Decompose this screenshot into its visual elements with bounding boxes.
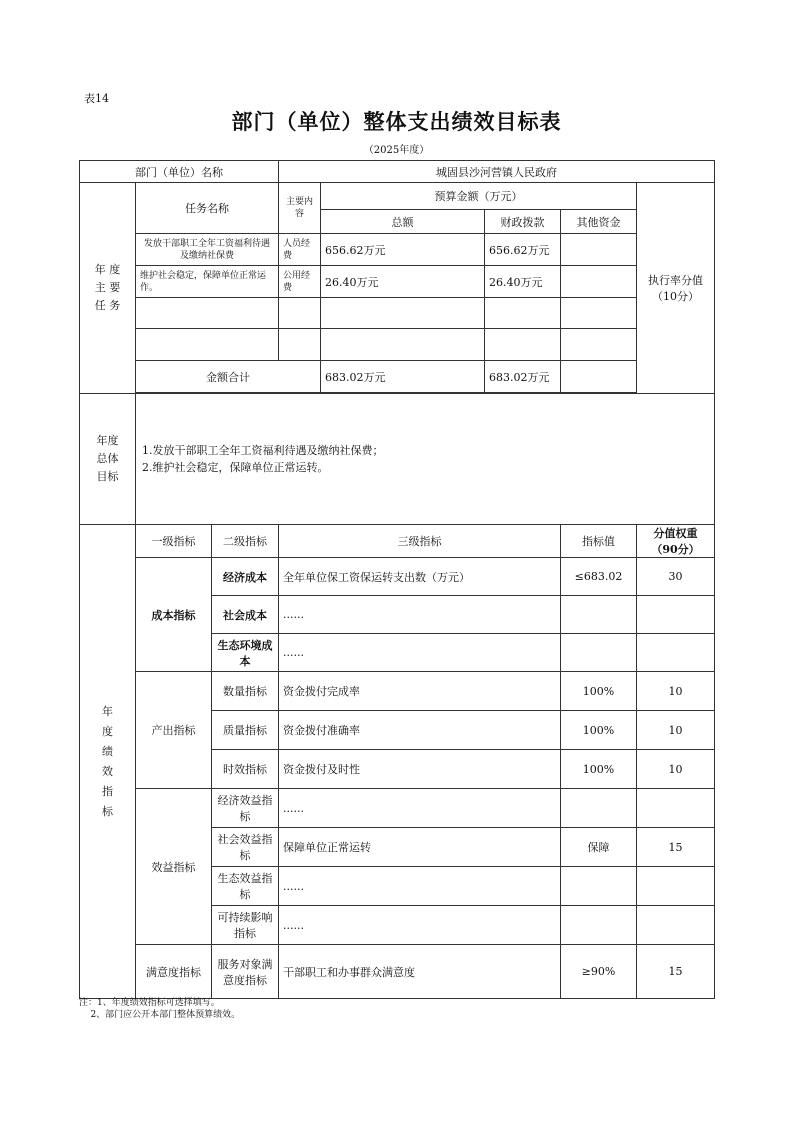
task-total: 656.62万元 — [321, 234, 485, 266]
page-title: 部门（单位）整体支出绩效目标表 — [231, 110, 562, 134]
task-other — [561, 266, 637, 298]
task-fiscal: 656.62万元 — [485, 234, 561, 266]
dept-name-value: 城固县沙河营镇人民政府 — [279, 161, 715, 183]
level3-cell: 资金拨付及时性 — [279, 750, 561, 789]
target-value-header: 指标值 — [561, 525, 637, 558]
level3-cell: 资金拨付完成率 — [279, 672, 561, 711]
level3-header: 三级指标 — [279, 525, 561, 558]
weight-cell — [637, 789, 715, 828]
task-total — [321, 329, 485, 361]
weight-cell: 15 — [637, 828, 715, 867]
level1-header: 一级指标 — [136, 525, 212, 558]
level2-cell: 社会成本 — [212, 596, 279, 634]
task-fiscal — [485, 298, 561, 329]
table-row — [80, 789, 715, 828]
table-number: 表14 — [84, 92, 109, 105]
level2-cell: 经济效益指标 — [212, 789, 279, 828]
level3-cell: ...... — [279, 596, 561, 634]
weight-cell — [637, 906, 715, 945]
sum-fiscal: 683.02万元 — [485, 361, 561, 393]
table-row — [80, 329, 715, 361]
task-content: 公用经费 — [279, 266, 321, 298]
footnotes — [79, 997, 240, 1021]
task-other — [561, 298, 637, 329]
note-2: 2、部门应公开本部门整体预算绩效。 — [79, 1010, 241, 1020]
task-name — [136, 298, 279, 329]
value-cell — [561, 634, 637, 672]
level2-header: 二级指标 — [212, 525, 279, 558]
task-fiscal: 26.40万元 — [485, 266, 561, 298]
goal-line-1: 1.发放干部职工全年工资福利待遇及缴纳社保费； — [142, 444, 384, 457]
level2-cell: 经济成本 — [212, 558, 279, 596]
note-1: 注：1、年度绩效指标可选择填写。 — [79, 998, 220, 1008]
group-output: 产出指标 — [136, 672, 212, 789]
weight-cell: 30 — [637, 558, 715, 596]
level3-cell: 干部职工和办事群众满意度 — [279, 945, 561, 999]
performance-target-table — [79, 160, 715, 999]
value-cell: ≥90% — [561, 945, 637, 999]
weight-cell: 10 — [637, 750, 715, 789]
perf-indicator-label: 年 度 绩 效 指 标 — [80, 525, 136, 999]
value-cell — [561, 596, 637, 634]
exec-rate-header — [637, 183, 715, 394]
annual-tasks-label: 年 度 主 要 任 务 — [80, 183, 136, 394]
level2-cell: 数量指标 — [212, 672, 279, 711]
table-row — [80, 234, 715, 266]
task-total — [321, 298, 485, 329]
sum-total: 683.02万元 — [321, 361, 485, 393]
level3-cell: ...... — [279, 634, 561, 672]
fiscal-year: （2025年度） — [363, 145, 430, 156]
group-satisfaction: 满意度指标 — [136, 945, 212, 999]
sum-row — [80, 361, 715, 393]
table-row — [80, 266, 715, 298]
level3-cell: ...... — [279, 867, 561, 906]
weight-cell — [637, 867, 715, 906]
task-name — [136, 329, 279, 361]
value-cell: ≤683.02 — [561, 558, 637, 596]
budget-amount-header: 预算金额（万元） — [321, 183, 637, 210]
total-header: 总额 — [321, 210, 485, 234]
table-row — [80, 558, 715, 596]
level2-cell: 社会效益指标 — [212, 828, 279, 867]
group-benefit: 效益指标 — [136, 789, 212, 945]
task-content — [279, 329, 321, 361]
value-cell — [561, 906, 637, 945]
weight-total: （90分） — [651, 543, 700, 556]
value-cell: 100% — [561, 672, 637, 711]
level2-cell: 可持续影响指标 — [212, 906, 279, 945]
table-row — [80, 672, 715, 711]
level3-cell: 保障单位正常运转 — [279, 828, 561, 867]
task-other — [561, 234, 637, 266]
group-cost: 成本指标 — [136, 558, 212, 672]
weight-cell: 10 — [637, 672, 715, 711]
task-name-header: 任务名称 — [136, 183, 279, 234]
task-other — [561, 329, 637, 361]
dept-name-label: 部门（单位）名称 — [80, 161, 279, 183]
level2-cell: 生态环境成本 — [212, 634, 279, 672]
task-content: 人员经费 — [279, 234, 321, 266]
annual-goal-label: 年度 总体 目标 — [80, 394, 136, 525]
main-content-header: 主要内容 — [279, 183, 321, 234]
task-name: 发放干部职工全年工资福利待遇及缴纳社保费 — [136, 234, 279, 266]
weight-cell: 10 — [637, 711, 715, 750]
annual-goal-content — [136, 394, 715, 525]
task-total: 26.40万元 — [321, 266, 485, 298]
weight-cell: 15 — [637, 945, 715, 999]
goal-line-2: 2.维护社会稳定，保障单位正常运转。 — [142, 461, 329, 474]
other-funds-header: 其他资金 — [561, 210, 637, 234]
fiscal-header: 财政拨款 — [485, 210, 561, 234]
value-cell — [561, 867, 637, 906]
level3-cell: ...... — [279, 789, 561, 828]
task-content — [279, 298, 321, 329]
task-fiscal — [485, 329, 561, 361]
level2-cell: 质量指标 — [212, 711, 279, 750]
table-row — [80, 298, 715, 329]
level2-cell: 生态效益指标 — [212, 867, 279, 906]
level3-cell: 资金拨付准确率 — [279, 711, 561, 750]
weight-label: 分值权重 — [653, 527, 698, 540]
weight-cell — [637, 634, 715, 672]
value-cell — [561, 789, 637, 828]
weight-cell — [637, 596, 715, 634]
sum-label: 金额合计 — [136, 361, 321, 393]
level2-cell: 服务对象满意度指标 — [212, 945, 279, 999]
value-cell: 100% — [561, 711, 637, 750]
level3-cell: ...... — [279, 906, 561, 945]
value-cell: 100% — [561, 750, 637, 789]
value-cell: 保障 — [561, 828, 637, 867]
sum-other — [561, 361, 637, 393]
level3-cell: 全年单位保工资保运转支出数（万元） — [279, 558, 561, 596]
weight-header — [637, 525, 715, 558]
level2-cell: 时效指标 — [212, 750, 279, 789]
task-name: 维护社会稳定，保障单位正常运作。 — [136, 266, 279, 298]
table-row — [80, 945, 715, 999]
exec-rate-label: 执行率分值 — [648, 274, 704, 287]
exec-rate-score: （10分） — [652, 290, 700, 303]
